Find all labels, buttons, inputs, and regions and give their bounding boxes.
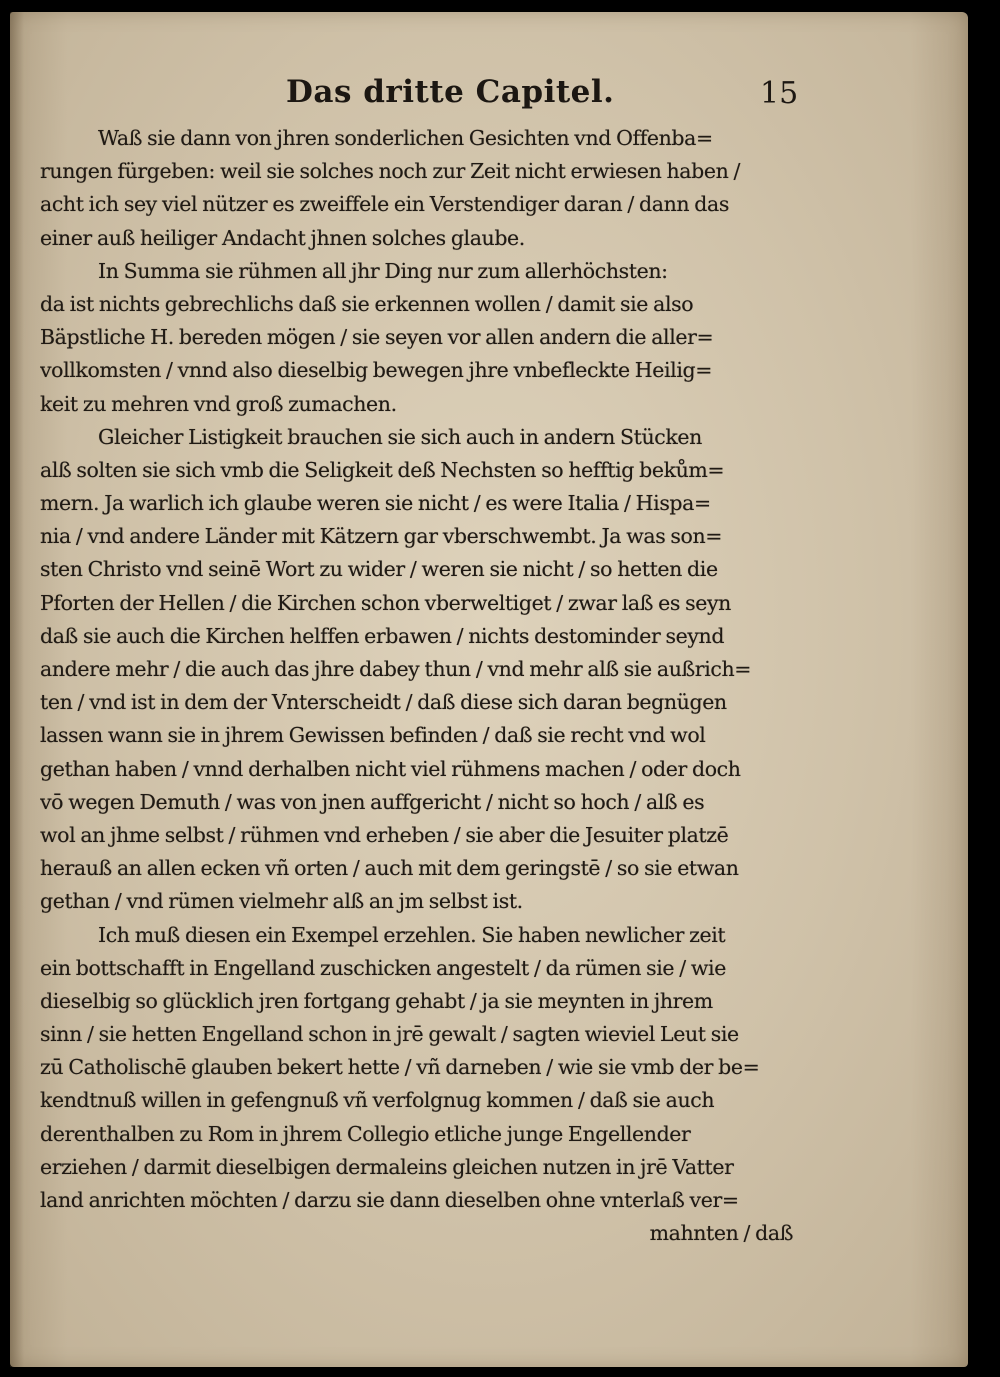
text-line: lassen wann sie in jhrem Gewissen befinden / daß sie recht vnd wol: [40, 723, 706, 748]
text-line: sten Christo vnd seinē Wort zu wider / weren sie nicht / so hetten die: [40, 557, 718, 582]
text-line: vō wegen Demuth / was von jnen auffgericht / nicht so hoch / alß es: [40, 789, 705, 814]
body-text: [40, 122, 805, 1250]
text-line: da ist nichts gebrechlichs daß sie erkennen wollen / damit sie also: [40, 291, 694, 316]
text-line: rungen fürgeben: weil sie solches noch zur Zeit nicht erwiesen haben /: [40, 159, 741, 184]
catchword: mahnten / daß: [649, 1221, 793, 1246]
text-line: erziehen / darmit dieselbigen dermaleins gleichen nutzen in jrē Vatter: [40, 1154, 734, 1179]
text-line: gethan / vnd rümen vielmehr alß an jm selbst ist.: [40, 889, 523, 914]
text-line: sinn / sie hetten Engelland schon in jrē gewalt / sagten wieviel Leut sie: [40, 1022, 739, 1047]
text-line: mern. Ja warlich ich glaube weren sie nicht / es were Italia / Hispa=: [40, 491, 711, 516]
text-line: wol an jhme selbst / rühmen vnd erheben / sie aber die Jesuiter platzē: [40, 822, 729, 847]
text-line: gethan haben / vnnd derhalben nicht viel rühmens machen / oder doch: [40, 756, 741, 781]
text-line: Pforten der Hellen / die Kirchen schon vberweltiget / zwar laß es seyn: [40, 590, 731, 615]
text-line: ten / vnd ist in dem der Vnterscheidt / daß diese sich daran begnügen: [40, 690, 727, 715]
text-line: einer auß heiliger Andacht jhnen solches glaube.: [40, 225, 525, 250]
text-line: Ich muß diesen ein Exempel erzehlen. Sie haben newlicher zeit: [98, 922, 726, 947]
running-title: Das dritte Capitel.: [286, 74, 615, 110]
text-line: herauß an allen ecken vñ orten / auch mit dem geringstē / so sie etwan: [40, 856, 739, 881]
text-line: daß sie auch die Kirchen helffen erbawen / nichts destominder seynd: [40, 623, 725, 648]
text-line: Gleicher Listigkeit brauchen sie sich auch in andern Stücken: [98, 424, 702, 449]
text-line: Waß sie dann von jhren sonderlichen Gesichten vnd Offenba=: [98, 126, 713, 150]
text-line: kendtnuß willen in gefengnuß vñ verfolgnug kommen / daß sie auch: [40, 1088, 715, 1113]
text-line: Bäpstliche H. bereden mögen / sie seyen vor allen andern die aller=: [40, 325, 714, 350]
text-line: ein bottschafft in Engelland zuschicken angestelt / da rümen sie / wie: [40, 955, 726, 980]
page-number: 15: [760, 76, 799, 111]
gutter-shadow: [10, 12, 24, 1367]
text-line: In Summa sie rühmen all jhr Ding nur zum allerhöchsten:: [98, 258, 668, 283]
text-line: andere mehr / die auch das jhre dabey thun / vnd mehr alß sie außrich=: [40, 657, 752, 681]
text-line: acht ich sey viel nützer es zweiffele ein Verstendiger daran / dann das: [40, 192, 729, 217]
text-line: alß solten sie sich vmb die Seligkeit deß Nechsten so hefftig bekům=: [40, 457, 725, 482]
book-page: [10, 12, 968, 1367]
text-line: keit zu mehren vnd groß zumachen.: [40, 391, 397, 416]
text-line: derenthalben zu Rom in jhrem Collegio etliche junge Engellender: [40, 1121, 691, 1146]
text-line: nia / vnd andere Länder mit Kätzern gar vberschwembt. Ja was son=: [40, 524, 723, 549]
text-line: vollkomsten / vnnd also dieselbig bewegen jhre vnbefleckte Heilig=: [40, 358, 712, 383]
text-line: dieselbig so glücklich jren fortgang gehabt / ja sie meynten in jhrem: [40, 988, 713, 1013]
text-line: zū Catholischē glauben bekert hette / vñ darneben / wie sie vmb der be=: [40, 1055, 760, 1080]
text-line: land anrichten möchten / darzu sie dann dieselben ohne vnterlaß ver=: [40, 1188, 739, 1212]
